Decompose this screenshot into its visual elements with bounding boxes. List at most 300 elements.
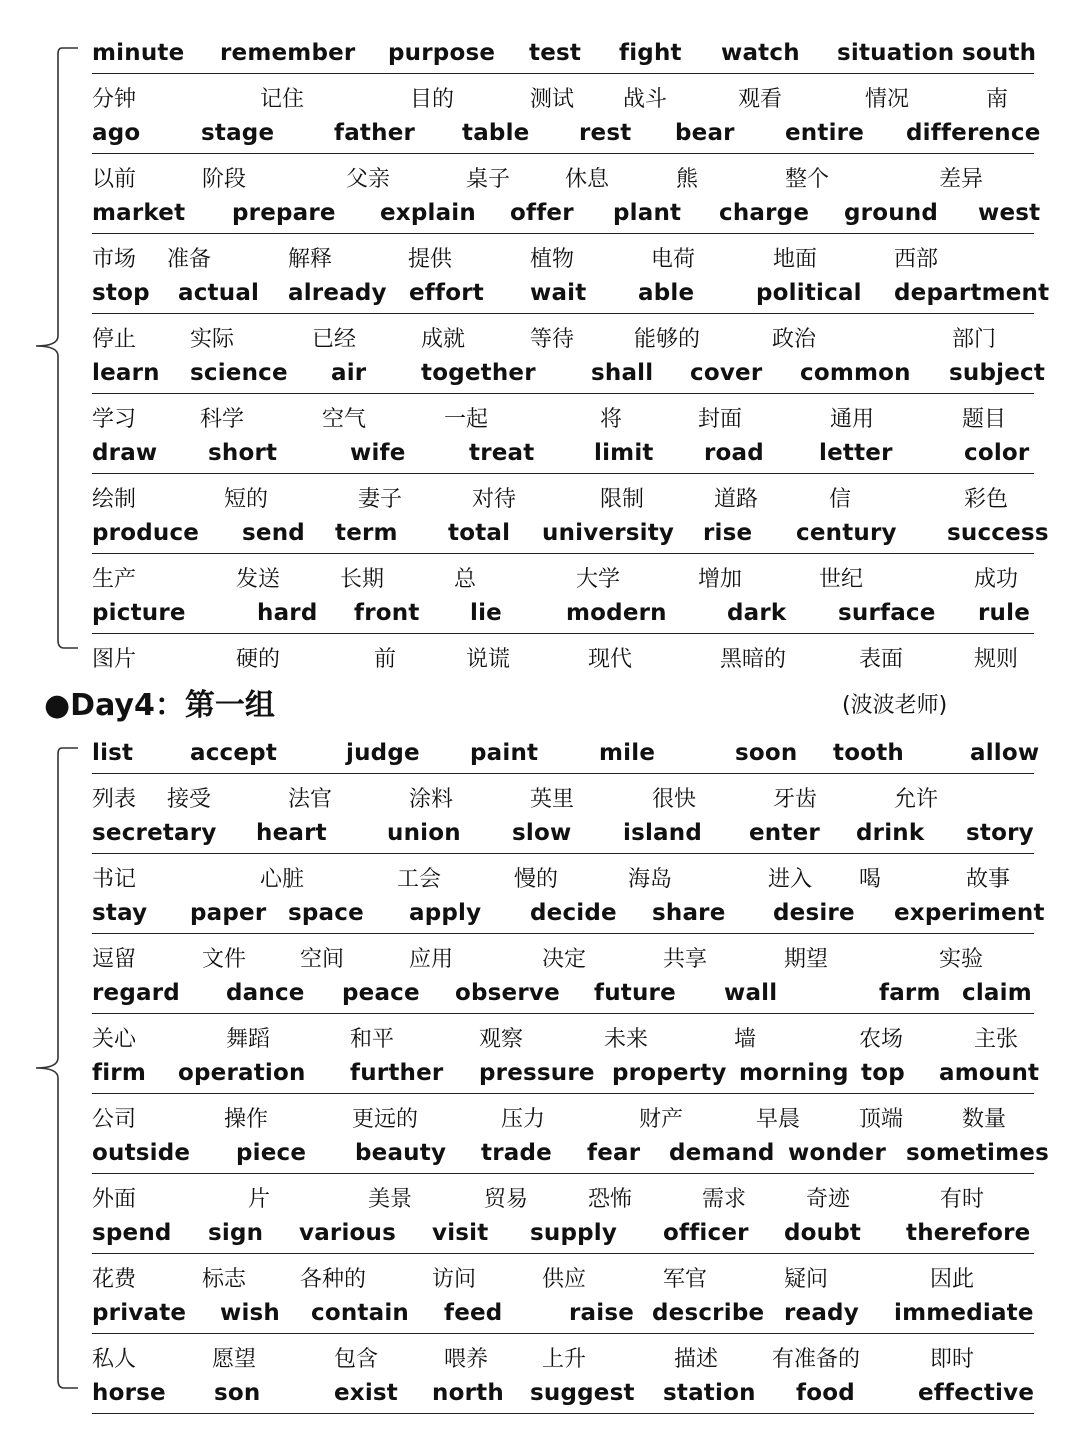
english-word: rule [978, 600, 1030, 626]
chinese-translation: 通用 [830, 407, 875, 432]
chinese-translation: 心脏 [260, 867, 305, 892]
chinese-translation: 农场 [859, 1027, 904, 1052]
english-word: wonder [788, 1140, 887, 1166]
chinese-translation: 列表 [92, 787, 137, 812]
chinese-translation-row [92, 554, 1034, 594]
english-word: common [800, 360, 911, 386]
english-word: paper [190, 900, 267, 926]
english-word-row [92, 734, 1040, 774]
chinese-translation: 电荷 [651, 247, 696, 272]
chinese-translation: 军官 [663, 1267, 708, 1292]
chinese-translation: 外面 [92, 1187, 137, 1212]
english-word: allow [970, 740, 1040, 766]
english-word: table [462, 120, 530, 146]
chinese-translation: 学习 [92, 407, 137, 432]
english-word: ready [784, 1300, 859, 1326]
chinese-translation: 未来 [604, 1027, 649, 1052]
chinese-translation: 说谎 [466, 647, 511, 672]
chinese-translation: 硬的 [236, 647, 281, 672]
chinese-translation: 世纪 [819, 567, 864, 592]
chinese-translation: 供应 [542, 1267, 587, 1292]
english-word: trade [481, 1140, 552, 1166]
chinese-translation: 发送 [236, 567, 281, 592]
english-word: road [704, 440, 764, 466]
english-word-row [92, 594, 1034, 634]
english-word: cover [690, 360, 763, 386]
chinese-translation: 现代 [588, 647, 633, 672]
english-word: color [964, 440, 1030, 466]
chinese-translation: 书记 [92, 867, 137, 892]
chinese-translation: 早晨 [756, 1107, 801, 1132]
english-word: bear [675, 120, 735, 146]
english-word: property [612, 1060, 727, 1086]
chinese-translation-row [92, 314, 1034, 354]
chinese-translation: 成就 [421, 327, 466, 352]
english-word: explain [380, 200, 476, 226]
chinese-translation: 测试 [530, 87, 575, 112]
english-word: already [288, 280, 387, 306]
chinese-translation-row [92, 474, 1034, 514]
chinese-translation: 标志 [202, 1267, 247, 1292]
english-word: lie [470, 600, 502, 626]
chinese-translation: 墙 [734, 1027, 757, 1052]
english-word: demand [669, 1140, 775, 1166]
chinese-translation: 妻子 [358, 487, 403, 512]
chinese-translation: 有时 [940, 1187, 985, 1212]
english-word: doubt [784, 1220, 862, 1246]
chinese-translation: 黑暗的 [720, 647, 787, 672]
english-word: wait [530, 280, 587, 306]
chinese-translation: 海岛 [628, 867, 673, 892]
chinese-translation: 有准备的 [772, 1347, 861, 1372]
chinese-translation: 因此 [930, 1267, 975, 1292]
chinese-translation: 压力 [501, 1107, 546, 1132]
chinese-translation: 战斗 [623, 87, 668, 112]
english-word: accept [190, 740, 278, 766]
chinese-translation: 应用 [409, 947, 454, 972]
chinese-translation: 封面 [698, 407, 743, 432]
english-word: rest [579, 120, 632, 146]
english-word: ground [844, 200, 939, 226]
chinese-translation: 即时 [930, 1347, 975, 1372]
english-word: learn [92, 360, 160, 386]
chinese-translation: 花费 [92, 1267, 137, 1292]
english-word: dark [727, 600, 787, 626]
english-word: prepare [232, 200, 336, 226]
chinese-translation: 空间 [300, 947, 345, 972]
english-word: feed [444, 1300, 503, 1326]
english-word: father [334, 120, 416, 146]
chinese-translation: 规则 [974, 647, 1019, 672]
english-word: spend [92, 1220, 172, 1246]
chinese-translation: 绘制 [92, 487, 137, 512]
english-word: wall [724, 980, 778, 1006]
english-word: visit [432, 1220, 489, 1246]
english-word: watch [721, 40, 800, 66]
english-word: subject [949, 360, 1046, 386]
english-word: surface [838, 600, 936, 626]
english-word: outside [92, 1140, 191, 1166]
english-word: slow [512, 820, 572, 846]
english-word: produce [92, 520, 200, 546]
chinese-translation: 空气 [322, 407, 367, 432]
chinese-translation: 整个 [785, 167, 830, 192]
english-word: operation [178, 1060, 306, 1086]
chinese-translation: 实际 [190, 327, 235, 352]
chinese-translation-row [92, 634, 1034, 674]
chinese-translation: 短的 [224, 487, 269, 512]
english-word: department [894, 280, 1050, 306]
english-word: dance [226, 980, 305, 1006]
english-word: north [432, 1380, 504, 1406]
english-word: further [350, 1060, 444, 1086]
english-word: private [92, 1300, 187, 1326]
english-word-row [92, 1214, 1034, 1254]
english-word-row [92, 1374, 1034, 1414]
chinese-translation: 数量 [962, 1107, 1007, 1132]
english-word: term [335, 520, 398, 546]
chinese-translation: 能够的 [634, 327, 701, 352]
english-word: exist [334, 1380, 399, 1406]
chinese-translation: 很快 [652, 787, 697, 812]
chinese-translation: 等待 [530, 327, 575, 352]
chinese-translation: 休息 [565, 167, 610, 192]
chinese-translation: 上升 [542, 1347, 587, 1372]
english-word: short [208, 440, 278, 466]
chinese-translation: 文件 [202, 947, 247, 972]
chinese-translation: 将 [600, 407, 623, 432]
chinese-translation-row [92, 1254, 1034, 1294]
english-word: stay [92, 900, 148, 926]
english-word: officer [663, 1220, 749, 1246]
chinese-translation: 需求 [702, 1187, 747, 1212]
chinese-translation: 长期 [340, 567, 385, 592]
english-word: food [796, 1380, 855, 1406]
chinese-translation-row [92, 154, 1034, 194]
chinese-translation: 彩色 [964, 487, 1009, 512]
english-word: send [242, 520, 305, 546]
chinese-translation: 操作 [224, 1107, 269, 1132]
english-word: experiment [894, 900, 1045, 926]
english-word: regard [92, 980, 180, 1006]
chinese-translation: 大学 [576, 567, 621, 592]
chinese-translation: 更远的 [352, 1107, 419, 1132]
chinese-translation: 喝 [859, 867, 882, 892]
chinese-translation: 南 [986, 87, 1009, 112]
english-word: together [421, 360, 536, 386]
english-word: various [299, 1220, 397, 1246]
chinese-translation: 进入 [768, 867, 813, 892]
left-brace [30, 744, 90, 1394]
english-word: total [448, 520, 511, 546]
english-word: university [542, 520, 675, 546]
chinese-translation: 决定 [542, 947, 587, 972]
english-word: raise [569, 1300, 635, 1326]
chinese-translation-row [92, 774, 1034, 814]
chinese-translation: 停止 [92, 327, 137, 352]
chinese-translation: 准备 [167, 247, 212, 272]
english-word-row [92, 114, 1041, 154]
english-word: secretary [92, 820, 217, 846]
english-word: soon [735, 740, 798, 766]
english-word: science [190, 360, 288, 386]
chinese-translation: 对待 [472, 487, 517, 512]
english-word: picture [92, 600, 186, 626]
english-word: contain [311, 1300, 409, 1326]
english-word: apply [409, 900, 482, 926]
english-word: decide [530, 900, 617, 926]
english-word: market [92, 200, 186, 226]
chinese-translation: 市场 [92, 247, 137, 272]
english-word: south [962, 40, 1037, 66]
chinese-translation: 前 [374, 647, 397, 672]
chinese-translation: 主张 [974, 1027, 1019, 1052]
english-word: future [594, 980, 676, 1006]
chinese-translation: 关心 [92, 1027, 137, 1052]
chinese-translation: 政治 [772, 327, 817, 352]
chinese-translation: 涂料 [409, 787, 454, 812]
chinese-translation: 总 [454, 567, 477, 592]
chinese-translation: 公司 [92, 1107, 137, 1132]
chinese-translation: 熊 [676, 167, 699, 192]
chinese-translation-row [92, 1014, 1034, 1054]
chinese-translation: 阶段 [202, 167, 247, 192]
english-word: beauty [355, 1140, 447, 1166]
chinese-translation: 题目 [962, 407, 1007, 432]
english-word: therefore [906, 1220, 1031, 1246]
english-word-row [92, 1054, 1040, 1094]
chinese-translation: 成功 [974, 567, 1019, 592]
english-word: drink [856, 820, 925, 846]
english-word: treat [469, 440, 535, 466]
english-word: success [947, 520, 1049, 546]
chinese-translation: 接受 [167, 787, 212, 812]
english-word: entire [785, 120, 864, 146]
english-word: stop [92, 280, 150, 306]
chinese-translation-row [92, 394, 1034, 434]
english-word: sign [208, 1220, 264, 1246]
chinese-translation: 增加 [698, 567, 743, 592]
english-word: charge [719, 200, 810, 226]
chinese-translation: 西部 [894, 247, 939, 272]
chinese-translation: 差异 [939, 167, 984, 192]
chinese-translation: 片 [248, 1187, 271, 1212]
chinese-translation-row [92, 234, 1034, 274]
chinese-translation: 桌子 [466, 167, 511, 192]
chinese-translation: 一起 [444, 407, 489, 432]
english-word: immediate [894, 1300, 1034, 1326]
chinese-translation: 工会 [397, 867, 442, 892]
english-word: station [663, 1380, 756, 1406]
english-word: firm [92, 1060, 146, 1086]
english-word: front [354, 600, 420, 626]
english-word: plant [613, 200, 682, 226]
english-word: situation [837, 40, 955, 66]
english-word-row [92, 354, 1046, 394]
chinese-translation: 私人 [92, 1347, 137, 1372]
chinese-translation: 奇迹 [806, 1187, 851, 1212]
chinese-translation: 情况 [865, 87, 910, 112]
chinese-translation: 地面 [773, 247, 818, 272]
chinese-translation: 疑问 [784, 1267, 829, 1292]
teacher-label: (波波老师) [842, 693, 948, 718]
english-word: top [861, 1060, 905, 1086]
english-word: west [978, 200, 1041, 226]
chinese-translation: 允许 [894, 787, 939, 812]
english-word: farm [879, 980, 941, 1006]
chinese-translation: 科学 [200, 407, 245, 432]
english-word: limit [594, 440, 654, 466]
english-word-row [92, 894, 1045, 934]
chinese-translation-row [92, 934, 1034, 974]
english-word: able [638, 280, 695, 306]
chinese-translation: 牙齿 [773, 787, 818, 812]
english-word: wish [220, 1300, 280, 1326]
chinese-translation: 慢的 [514, 867, 559, 892]
english-word: pressure [479, 1060, 595, 1086]
english-word: fight [619, 40, 682, 66]
english-word: desire [773, 900, 855, 926]
english-word-row [92, 434, 1034, 474]
english-word: effort [409, 280, 484, 306]
chinese-translation: 和平 [350, 1027, 395, 1052]
chinese-translation: 以前 [92, 167, 137, 192]
english-word: space [288, 900, 364, 926]
chinese-translation: 各种的 [300, 1267, 367, 1292]
english-word: horse [92, 1380, 166, 1406]
english-word: air [331, 360, 367, 386]
chinese-translation: 逗留 [92, 947, 137, 972]
chinese-translation: 图片 [92, 647, 137, 672]
chinese-translation: 愿望 [212, 1347, 257, 1372]
english-word: hard [257, 600, 318, 626]
chinese-translation: 美景 [368, 1187, 413, 1212]
english-word-row [92, 1294, 1034, 1334]
english-word: tooth [833, 740, 904, 766]
chinese-translation: 舞蹈 [226, 1027, 271, 1052]
chinese-translation: 观察 [479, 1027, 524, 1052]
english-word: shall [591, 360, 654, 386]
chinese-translation: 喂养 [444, 1347, 489, 1372]
english-word: mile [599, 740, 656, 766]
chinese-translation: 实验 [939, 947, 984, 972]
chinese-translation: 生产 [92, 567, 137, 592]
chinese-translation: 期望 [784, 947, 829, 972]
chinese-translation: 解释 [288, 247, 333, 272]
english-word: rise [703, 520, 753, 546]
english-word: island [623, 820, 703, 846]
chinese-translation: 故事 [966, 867, 1011, 892]
english-word: share [652, 900, 726, 926]
chinese-translation: 描述 [674, 1347, 719, 1372]
english-word-row [92, 1134, 1049, 1174]
chinese-translation: 共享 [663, 947, 708, 972]
chinese-translation: 限制 [600, 487, 645, 512]
english-word: heart [256, 820, 327, 846]
chinese-translation-row [92, 74, 1034, 114]
chinese-translation: 目的 [410, 87, 455, 112]
english-word: effective [918, 1380, 1035, 1406]
chinese-translation: 植物 [530, 247, 575, 272]
chinese-translation: 法官 [288, 787, 333, 812]
day-title: ●Day4：第一组 [44, 688, 275, 723]
english-word-row [92, 274, 1050, 314]
english-word: observe [455, 980, 560, 1006]
chinese-translation: 访问 [432, 1267, 477, 1292]
english-word: supply [530, 1220, 618, 1246]
english-word: morning [739, 1060, 849, 1086]
english-word-row [92, 814, 1034, 854]
english-word-row [92, 34, 1037, 74]
chinese-translation: 记住 [260, 87, 305, 112]
chinese-translation: 表面 [859, 647, 904, 672]
english-word: claim [962, 980, 1032, 1006]
english-word: sometimes [906, 1140, 1049, 1166]
chinese-translation: 提供 [408, 247, 453, 272]
chinese-translation: 英里 [530, 787, 575, 812]
english-word: paint [470, 740, 539, 766]
chinese-translation: 道路 [714, 487, 759, 512]
english-word: actual [178, 280, 260, 306]
english-word: suggest [530, 1380, 635, 1406]
english-word: enter [749, 820, 820, 846]
english-word: political [756, 280, 862, 306]
chinese-translation: 分钟 [92, 87, 137, 112]
chinese-translation: 恐怖 [588, 1187, 633, 1212]
english-word: amount [939, 1060, 1040, 1086]
chinese-translation: 顶端 [859, 1107, 904, 1132]
chinese-translation-row [92, 1094, 1034, 1134]
english-word-row [92, 194, 1041, 234]
chinese-translation: 部门 [952, 327, 997, 352]
english-word: union [387, 820, 461, 846]
english-word-row [92, 974, 1034, 1014]
english-word: minute [92, 40, 185, 66]
english-word: wife [350, 440, 406, 466]
chinese-translation-row [92, 854, 1034, 894]
english-word: judge [346, 740, 420, 766]
chinese-translation: 观看 [738, 87, 783, 112]
english-word: describe [652, 1300, 765, 1326]
english-word: stage [201, 120, 275, 146]
english-word: offer [510, 200, 574, 226]
chinese-translation: 信 [829, 487, 852, 512]
english-word: piece [236, 1140, 307, 1166]
day-header [44, 676, 1044, 724]
english-word: purpose [388, 40, 496, 66]
left-brace [30, 44, 90, 654]
english-word: difference [906, 120, 1041, 146]
chinese-translation: 包含 [334, 1347, 379, 1372]
english-word: modern [566, 600, 667, 626]
english-word: remember [220, 40, 356, 66]
english-word: test [529, 40, 582, 66]
english-word: peace [342, 980, 420, 1006]
english-word: story [966, 820, 1034, 846]
chinese-translation: 财产 [639, 1107, 684, 1132]
chinese-translation: 贸易 [484, 1187, 529, 1212]
english-word: list [92, 740, 134, 766]
english-word: ago [92, 120, 141, 146]
chinese-translation-row [92, 1174, 1034, 1214]
chinese-translation-row [92, 1334, 1034, 1374]
chinese-translation: 父亲 [346, 167, 391, 192]
english-word: letter [819, 440, 893, 466]
english-word: draw [92, 440, 158, 466]
chinese-translation: 已经 [312, 327, 357, 352]
english-word: fear [587, 1140, 641, 1166]
english-word-row [92, 514, 1049, 554]
